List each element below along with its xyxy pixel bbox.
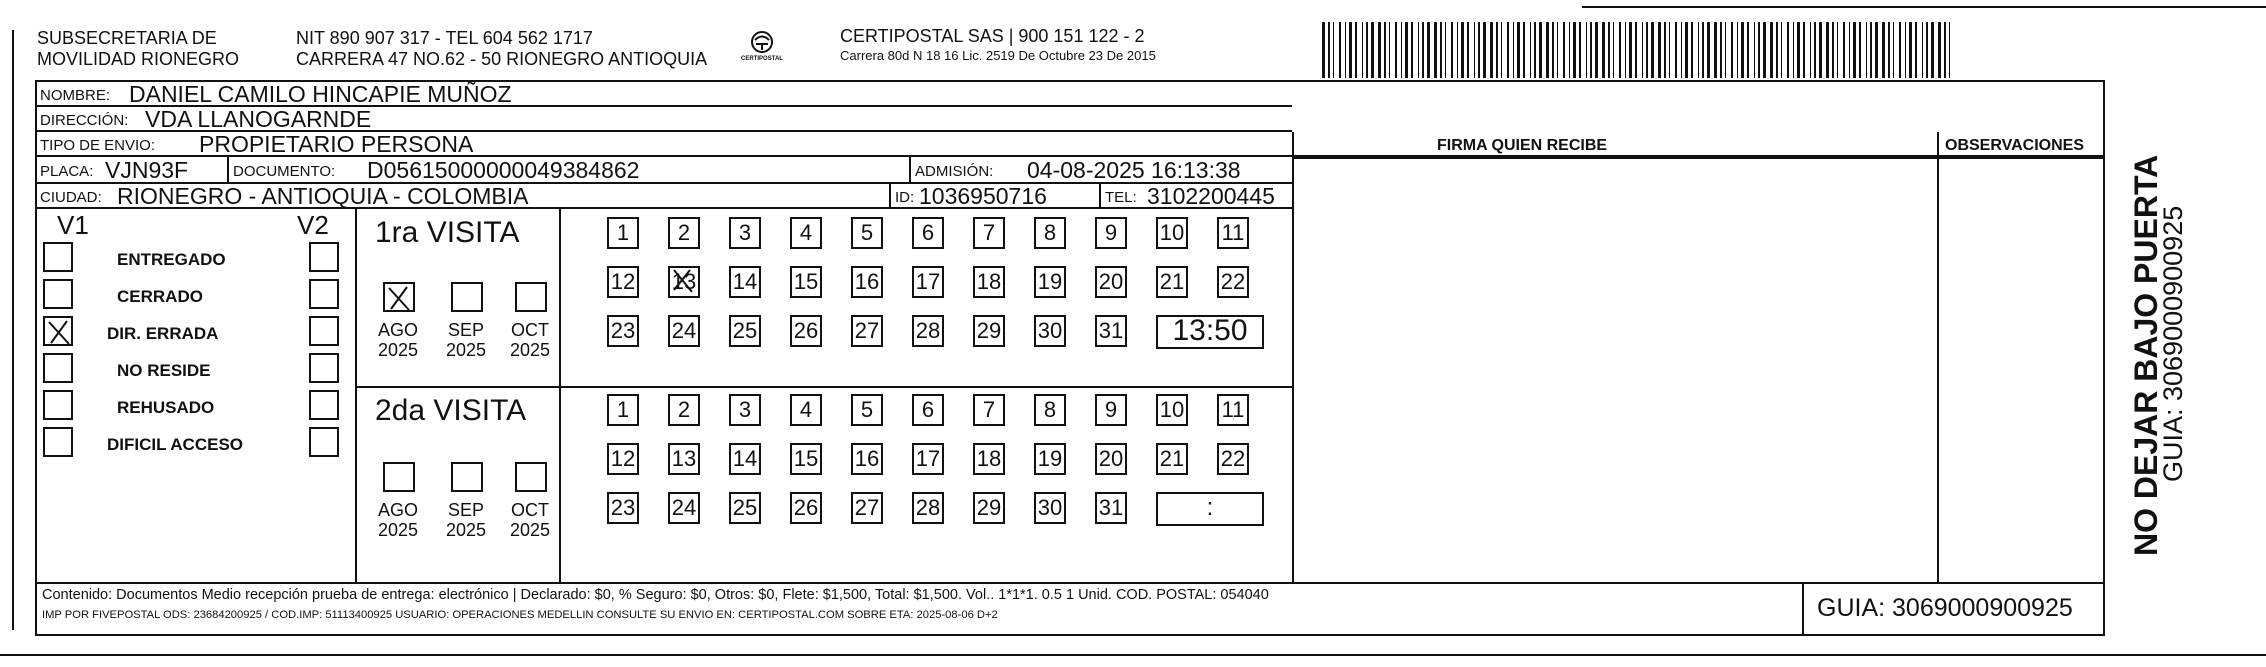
day-box[interactable]: 9 xyxy=(1095,217,1127,249)
day-box[interactable]: 22 xyxy=(1217,443,1249,475)
v1-checkbox[interactable] xyxy=(43,353,73,383)
barcode-bar xyxy=(1440,22,1442,78)
barcode-bar xyxy=(1875,22,1878,78)
barcode-bar xyxy=(1787,22,1789,78)
barcode-bar xyxy=(1843,22,1845,78)
day-box[interactable]: 28 xyxy=(912,492,944,524)
barcode-bar xyxy=(1523,22,1525,78)
barcode-bar xyxy=(1770,22,1773,78)
month-checkbox[interactable] xyxy=(383,282,415,312)
barcode-bar xyxy=(1590,22,1592,78)
year-label: 2025 xyxy=(509,520,551,540)
nombre-row: NOMBRE: DANIEL CAMILO HINCAPIE MUÑOZ xyxy=(37,82,1292,107)
barcode-bar xyxy=(1461,22,1464,78)
year-label: 2025 xyxy=(445,520,487,540)
day-box[interactable]: 20 xyxy=(1095,443,1127,475)
barcode-bar xyxy=(1707,22,1710,78)
v2-checkbox[interactable] xyxy=(309,390,339,420)
barcode-bar xyxy=(1579,22,1581,78)
day-box[interactable]: 24 xyxy=(668,315,700,347)
day-box[interactable]: 15 xyxy=(790,443,822,475)
barcode-bar xyxy=(1737,22,1738,78)
day-box[interactable]: 21 xyxy=(1156,266,1188,298)
day-box[interactable]: 16 xyxy=(851,443,883,475)
barcode-bar xyxy=(1530,22,1531,78)
day-box[interactable]: 9 xyxy=(1095,394,1127,426)
barcode-bar xyxy=(1569,22,1570,78)
barcode-bar xyxy=(1333,22,1334,78)
barcode-bar xyxy=(1915,22,1917,78)
barcode-bar xyxy=(1378,22,1381,78)
barcode-bar xyxy=(1922,22,1923,78)
day-box[interactable]: 15 xyxy=(790,266,822,298)
barcode-bar xyxy=(1602,22,1605,78)
month-checkbox[interactable] xyxy=(451,462,483,492)
v2-checkbox[interactable] xyxy=(309,316,339,346)
barcode-bar xyxy=(1725,22,1726,78)
barcode-bar xyxy=(1434,22,1437,78)
barcode-bar xyxy=(1586,22,1587,78)
barcode-bar xyxy=(1534,22,1536,78)
barcode-bar xyxy=(1664,22,1666,78)
admission-date: 04-08-2025 16:13:38 xyxy=(1027,157,1241,183)
v1-checkbox[interactable] xyxy=(43,279,73,309)
v1-checkbox[interactable] xyxy=(43,242,73,272)
day-box[interactable]: 7 xyxy=(973,217,1005,249)
status-label: DIR. ERRADA xyxy=(107,324,219,343)
recipient-address: VDA LLANOGARNDE xyxy=(145,106,372,132)
barcode-bar xyxy=(1573,22,1576,78)
barcode-bar xyxy=(1698,22,1699,78)
visit2-title: 2da VISITA xyxy=(375,394,527,427)
day-box[interactable]: 11 xyxy=(1217,394,1249,426)
month-label: OCT xyxy=(511,500,549,520)
barcode-bar xyxy=(1819,22,1822,78)
imp-line: IMP POR FIVEPOSTAL ODS: 23684200925 / COD.IMP: 51113400925 USUARIO: OPERACIONES MEDELLIN CONSULTE SU ENVIO EN: CERTIPOSTAL.COM SOBRE ETA: 2025-08-06 D+2 xyxy=(42,609,998,621)
barcode-bar xyxy=(1853,22,1856,78)
barcode-bar xyxy=(1478,22,1480,78)
barcode-bar xyxy=(1445,22,1446,78)
day-box[interactable]: 14 xyxy=(729,443,761,475)
barcode-bar xyxy=(1931,22,1934,78)
barcode-bar xyxy=(1646,22,1648,78)
day-box[interactable]: 27 xyxy=(851,315,883,347)
barcode-bar xyxy=(1781,22,1782,78)
month-checkbox[interactable] xyxy=(451,282,483,312)
barcode-bar xyxy=(1427,22,1430,78)
barcode-bar xyxy=(1747,22,1749,78)
barcode-bar xyxy=(1658,22,1661,78)
barcode-bar xyxy=(1669,22,1670,78)
day-box[interactable]: 30 xyxy=(1034,315,1066,347)
time-box[interactable]: : xyxy=(1156,492,1264,526)
barcode-bar xyxy=(1613,22,1614,78)
v2-checkbox[interactable] xyxy=(309,353,339,383)
day-box[interactable]: 11 xyxy=(1217,217,1249,249)
day-box[interactable]: 28 xyxy=(912,315,944,347)
day-box[interactable]: 21 xyxy=(1156,443,1188,475)
day-box[interactable]: 19 xyxy=(1034,266,1066,298)
barcode-bar xyxy=(1814,22,1816,78)
barcode-bar xyxy=(1899,22,1901,78)
barcode-bar xyxy=(1401,22,1402,78)
day-box[interactable]: 2 xyxy=(668,394,700,426)
barcode-bar xyxy=(1552,22,1554,78)
barcode-bar xyxy=(1826,22,1829,78)
barcode-bar xyxy=(1803,22,1805,78)
barcode-bar xyxy=(1490,22,1493,78)
month-label: SEP xyxy=(447,320,485,340)
observaciones-header: OBSERVACIONES xyxy=(1945,137,2084,154)
barcode-bar xyxy=(1563,22,1565,78)
day-box[interactable]: 25 xyxy=(729,315,761,347)
barcode-bar xyxy=(1797,22,1800,78)
barcode-bar xyxy=(1635,22,1637,78)
month-label: AGO xyxy=(377,500,418,520)
barcode-bar xyxy=(1517,22,1520,78)
day-box[interactable]: 25 xyxy=(729,492,761,524)
day-box[interactable]: 3 xyxy=(729,217,761,249)
barcode-bar xyxy=(1893,22,1894,78)
day-box[interactable]: 24 xyxy=(668,492,700,524)
barcode-bar xyxy=(1355,22,1357,78)
year-label: 2025 xyxy=(377,340,419,360)
direccion-row: DIRECCIÓN: VDA LLANOGARNDE xyxy=(37,107,1292,132)
day-box[interactable]: 17 xyxy=(912,443,944,475)
day-number: 13 xyxy=(671,269,697,294)
day-box[interactable]: 13 xyxy=(668,443,700,475)
barcode-bar xyxy=(1642,22,1643,78)
barcode-bar xyxy=(1457,22,1458,78)
barcode-bar xyxy=(1754,22,1755,78)
barcode-bar xyxy=(1371,22,1374,78)
document-number: D05615000000049384862 xyxy=(367,157,640,183)
shipment-type: PROPIETARIO PERSONA xyxy=(199,131,474,157)
barcode-bar xyxy=(1926,22,1928,78)
month-label: SEP xyxy=(447,500,485,520)
barcode-bar xyxy=(1758,22,1760,78)
day-box[interactable]: 2 xyxy=(668,217,700,249)
day-box[interactable]: 12 xyxy=(607,443,639,475)
barcode-bar xyxy=(1483,22,1486,78)
day-box[interactable]: 14 xyxy=(729,266,761,298)
firma-header: FIRMA QUIEN RECIBE xyxy=(1437,137,1608,154)
v1-checkbox[interactable] xyxy=(43,390,73,420)
barcode-bar xyxy=(1866,22,1867,78)
no-dejar-bajo-puerta: NO DEJAR BAJO PUERTA xyxy=(2128,154,2164,556)
barcode-bar xyxy=(1557,22,1558,78)
barcode-bar xyxy=(1675,22,1677,78)
barcode-bar xyxy=(1608,22,1610,78)
barcode-bar xyxy=(1714,22,1717,78)
day-box[interactable]: 6 xyxy=(912,394,944,426)
barcode-bar xyxy=(1849,22,1850,78)
day-box[interactable]: 30 xyxy=(1034,492,1066,524)
v2-checkbox[interactable] xyxy=(309,279,339,309)
placa-row: PLACA: VJN93F DOCUMENTO: D05615000000049384862 ADMISIÓN: 04-08-2025 16:13:38 xyxy=(37,157,1292,184)
barcode-bar xyxy=(1345,22,1346,78)
day-box[interactable]: 19 xyxy=(1034,443,1066,475)
day-box[interactable]: 17 xyxy=(912,266,944,298)
barcode-bar xyxy=(1595,22,1598,78)
barcode-bar xyxy=(1905,22,1906,78)
barcode-bar xyxy=(1741,22,1744,78)
status-label: DIFICIL ACCESO xyxy=(107,435,244,454)
day-box[interactable]: 1 xyxy=(607,394,639,426)
day-box[interactable]: 5 xyxy=(851,217,883,249)
barcode xyxy=(1322,22,1958,78)
company-info: CERTIPOSTAL SAS | 900 151 122 - 2 Carrera 80d N 18 16 Lic. 2519 De Octubre 23 De 2015 xyxy=(840,26,1156,63)
status-label: REHUSADO xyxy=(117,398,215,417)
barcode-bar xyxy=(1702,22,1704,78)
barcode-bar xyxy=(1349,22,1352,78)
barcode-bar xyxy=(1411,22,1413,78)
barcode-bar xyxy=(1888,22,1890,78)
month-checkbox[interactable] xyxy=(383,462,415,492)
day-box[interactable]: 29 xyxy=(973,315,1005,347)
barcode-bar xyxy=(1685,22,1688,78)
status-label: ENTREGADO xyxy=(117,250,226,269)
day-box[interactable]: 18 xyxy=(973,443,1005,475)
day-box[interactable]: 5 xyxy=(851,394,883,426)
barcode-bar xyxy=(1938,22,1941,78)
barcode-bar xyxy=(1362,22,1363,78)
day-box[interactable]: 22 xyxy=(1217,266,1249,298)
certipostal-logo: CERTIPOSTAL xyxy=(736,28,788,70)
v2-checkbox[interactable] xyxy=(309,427,339,457)
day-box[interactable]: 29 xyxy=(973,492,1005,524)
year-label: 2025 xyxy=(377,520,419,540)
status-label: CERRADO xyxy=(117,287,203,306)
day-box[interactable]: 16 xyxy=(851,266,883,298)
side-guia: GUIA: 3069000900925 xyxy=(2158,205,2188,482)
barcode-bar xyxy=(1467,22,1469,78)
barcode-bar xyxy=(1949,22,1950,78)
barcode-bar xyxy=(1619,22,1621,78)
barcode-bar xyxy=(1405,22,1408,78)
observaciones-column-divider xyxy=(1937,132,1939,582)
barcode-bar xyxy=(1389,22,1390,78)
day-box[interactable]: 1 xyxy=(607,217,639,249)
barcode-bar xyxy=(1539,22,1542,78)
firma-column-divider xyxy=(1292,132,1294,582)
v1-label: V1 xyxy=(57,210,89,240)
barcode-bar xyxy=(1859,22,1861,78)
barcode-bar xyxy=(1681,22,1682,78)
barcode-bar xyxy=(1339,22,1341,78)
barcode-bar xyxy=(1384,22,1386,78)
day-box[interactable]: 3 xyxy=(729,394,761,426)
barcode-bar xyxy=(1513,22,1514,78)
barcode-bar xyxy=(1366,22,1368,78)
day-box[interactable]: 8 xyxy=(1034,394,1066,426)
day-box[interactable]: 18 xyxy=(973,266,1005,298)
day-box[interactable]: 10 xyxy=(1156,217,1188,249)
time-box[interactable]: 13:50 xyxy=(1156,315,1264,349)
left-edge-line xyxy=(12,30,14,630)
day-box[interactable]: 27 xyxy=(851,492,883,524)
barcode-bar xyxy=(1629,22,1632,78)
delivery-form xyxy=(35,80,2105,636)
day-box[interactable]: 7 xyxy=(973,394,1005,426)
barcode-bar xyxy=(1763,22,1766,78)
barcode-bar xyxy=(1691,22,1693,78)
day-box[interactable]: 26 xyxy=(790,492,822,524)
barcode-bar xyxy=(1395,22,1397,78)
month-label: AGO xyxy=(377,320,418,340)
barcode-bar xyxy=(1909,22,1912,78)
barcode-bar xyxy=(1546,22,1549,78)
barcode-bar xyxy=(1810,22,1811,78)
barcode-bar xyxy=(1474,22,1475,78)
barcode-bar xyxy=(1322,22,1325,78)
city: RIONEGRO - ANTIOQUIA - COLOMBIA xyxy=(117,183,529,209)
issuer-contact: NIT 890 907 317 - TEL 604 562 1717 CARRERA 47 NO.62 - 50 RIONEGRO ANTIOQUIA xyxy=(296,28,708,69)
barcode-bar xyxy=(1720,22,1722,78)
day-box[interactable]: 6 xyxy=(912,217,944,249)
barcode-bar xyxy=(1944,22,1946,78)
plate: VJN93F xyxy=(105,157,189,183)
day-box[interactable]: 4 xyxy=(790,217,822,249)
bottom-edge-line xyxy=(0,654,2266,656)
barcode-bar xyxy=(1418,22,1419,78)
barcode-bar xyxy=(1651,22,1654,78)
year-label: 2025 xyxy=(509,340,551,360)
day-box[interactable]: 10 xyxy=(1156,394,1188,426)
v2-checkbox[interactable] xyxy=(309,242,339,272)
day-box[interactable]: 23 xyxy=(607,315,639,347)
barcode-bar xyxy=(1793,22,1794,78)
barcode-bar xyxy=(1731,22,1733,78)
day-box[interactable]: 20 xyxy=(1095,266,1127,298)
phone: 3102200445 xyxy=(1147,183,1275,209)
barcode-bar xyxy=(1501,22,1502,78)
day-box[interactable]: 31 xyxy=(1095,492,1127,524)
barcode-bar xyxy=(1776,22,1778,78)
barcode-bar xyxy=(1328,22,1330,78)
barcode-bar xyxy=(1496,22,1498,78)
visit1-title: 1ra VISITA xyxy=(375,216,520,249)
year-label: 2025 xyxy=(445,340,487,360)
month-label: OCT xyxy=(511,320,549,340)
month-checkbox[interactable] xyxy=(515,462,547,492)
top-edge-line xyxy=(1582,6,2266,8)
barcode-bar xyxy=(1870,22,1872,78)
day-box[interactable]: 12 xyxy=(607,266,639,298)
barcode-bar xyxy=(1422,22,1424,78)
day-box[interactable]: 4 xyxy=(790,394,822,426)
issuer-name: SUBSECRETARIA DE MOVILIDAD RIONEGRO xyxy=(37,28,240,69)
day-box[interactable]: 8 xyxy=(1034,217,1066,249)
day-box[interactable]: 26 xyxy=(790,315,822,347)
day-box[interactable] xyxy=(668,266,700,298)
day-box[interactable]: 31 xyxy=(1095,315,1127,347)
barcode-bar xyxy=(1451,22,1453,78)
v2-label: V2 xyxy=(297,210,329,240)
barcode-bar xyxy=(1882,22,1885,78)
v1-checkbox[interactable] xyxy=(43,427,73,457)
guia-number-box: GUIA: 3069000900925 xyxy=(1817,594,2073,622)
barcode-bar xyxy=(1507,22,1509,78)
recipient-name: DANIEL CAMILO HINCAPIE MUÑOZ xyxy=(129,81,512,107)
barcode-bar xyxy=(1625,22,1626,78)
barcode-bar xyxy=(1837,22,1838,78)
day-box[interactable]: 23 xyxy=(607,492,639,524)
month-checkbox[interactable] xyxy=(515,282,547,312)
tipo-row: TIPO DE ENVIO: PROPIETARIO PERSONA xyxy=(37,132,2105,157)
status-label: NO RESIDE xyxy=(117,361,211,380)
barcode-bar xyxy=(1832,22,1834,78)
v1-checkbox[interactable] xyxy=(43,316,73,346)
content-line: Contenido: Documentos Medio recepción prueba de entrega: electrónico | Declarado: $0, % Seguro: $0, Otros: $0, Flete: $1,500, Total: $1,500. Vol.. 1*1*1. 0.5 1 Unid. COD. POSTAL: 054040 xyxy=(42,587,1269,603)
id-number: 1036950716 xyxy=(919,183,1047,209)
ciudad-row: CIUDAD: RIONEGRO - ANTIOQUIA - COLOMBIA ID: 1036950716 TEL: 3102200445 xyxy=(37,184,1292,209)
